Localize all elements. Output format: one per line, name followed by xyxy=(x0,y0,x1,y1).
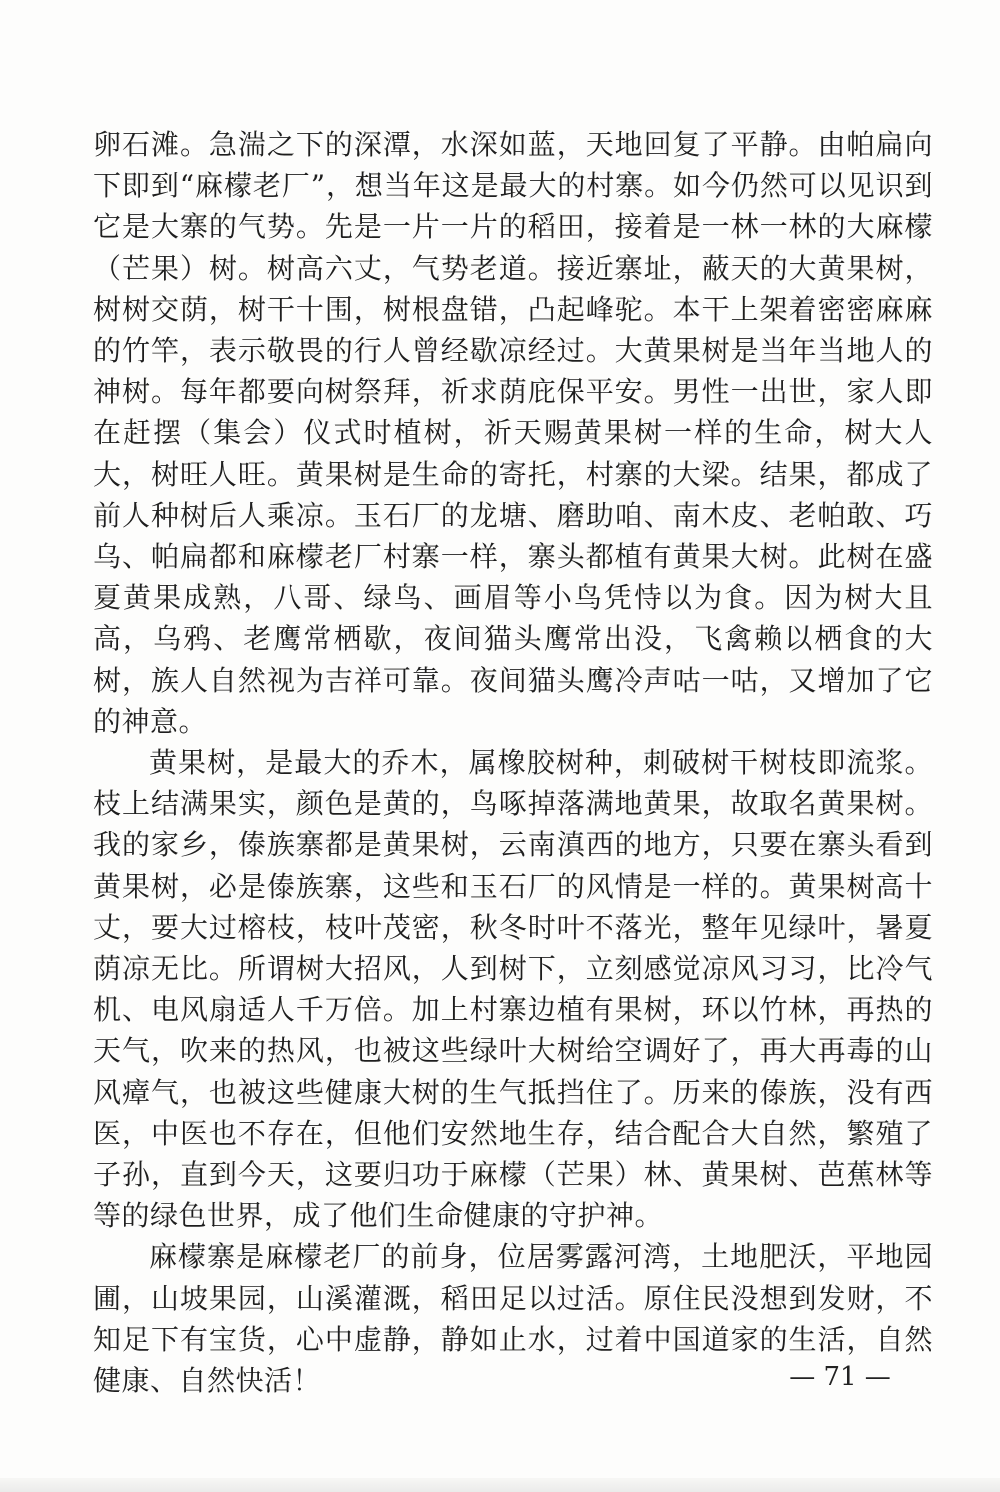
page-number: — 71 — xyxy=(789,1362,891,1392)
paragraph-1: 卵石滩。急湍之下的深潭，水深如蓝，天地回复了平静。由帕扁向下即到“麻檬老厂”，想当年这是最大的村寨。如今仍然可以见识到它是大寨的气势。先是一片一片的稻田，接着是一林一林的大麻檬（芒果）树。树高六丈，气势老道。接近寨址，蔽天的大黄果树，树树交荫，树干十围，树根盘错，凸起峰驼。本干上架着密密麻麻的竹竿，表示敬畏的行人曾经歇凉经过。大黄果树是当年当地人的神树。每年都要向树祭拜，祈求荫庇保平安。男性一出世，家人即在赶摆（集会）仪式时植树，祈天赐黄果树一样的生命，树大人大，树旺人旺。黄果树是生命的寄托，村寨的大梁。结果，都成了前人种树后人乘凉。玉石厂的龙塘、磨助咱、南木皮、老帕敢、巧乌、帕扁都和麻檬老厂村寨一样，寨头都植有黄果大树。此树在盛夏黄果成熟，八哥、绿鸟、画眉等小鸟凭恃以为食。因为树大且高，乌鸦、老鹰常栖歇，夜间猫头鹰常出没，飞禽赖以栖食的大树，族人自然视为吉祥可靠。夜间猫头鹰冷声咕一咕，又增加了它的神意。 xyxy=(93,128,933,738)
body-text xyxy=(93,124,933,1401)
paragraph-2: 黄果树，是最大的乔木，属橡胶树种，刺破树干树枝即流浆。枝上结满果实，颜色是黄的，鸟啄掉落满地黄果，故取名黄果树。我的家乡，傣族寨都是黄果树，云南滇西的地方，只要在寨头看到黄果树，必是傣族寨，这些和玉石厂的风情是一样的。黄果树高十丈，要大过榕枝，枝叶茂密，秋冬时叶不落光，整年见绿叶，暑夏荫凉无比。所谓树大招风，人到树下，立刻感觉凉风习习，比冷气机、电风扇适人千万倍。加上村寨边植有果树，环以竹林，再热的天气，吹来的热风，也被这些绿叶大树给空调好了，再大再毒的山风瘴气，也被这些健康大树的生气抵挡住了。历来的傣族，没有西医，中医也不存在，但他们安然地生存，结合配合大自然，繁殖了子孙，直到今天，这要归功于麻檬（芒果）林、黄果树、芭蕉林等等的绿色世界，成了他们生命健康的守护神。 xyxy=(93,746,933,1233)
paragraph-3: 麻檬寨是麻檬老厂的前身，位居雾露河湾，土地肥沃，平地园圃，山坡果园，山溪灌溉，稻田足以过活。原住民没想到发财，不知足下有宝货，心中虚静，静如止水，过着中国道家的生活，自然健康、自然快活！ xyxy=(93,1240,933,1398)
scan-edge xyxy=(0,1478,1000,1492)
